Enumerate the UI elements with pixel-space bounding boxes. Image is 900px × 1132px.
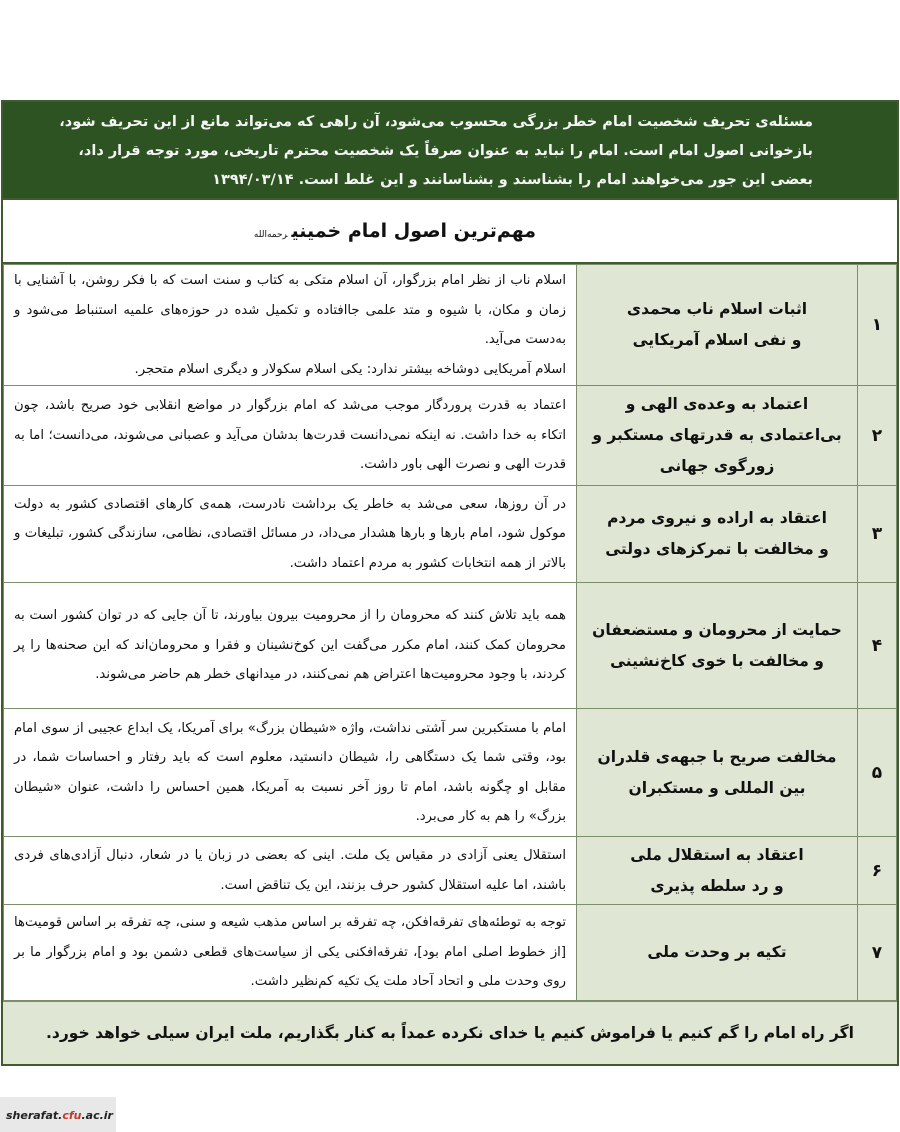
- principle-title-line: اثبات اسلام ناب محمدی: [626, 300, 808, 318]
- principle-title-line: تکیه بر وحدت ملی: [647, 943, 787, 961]
- principle-description: [4, 837, 577, 905]
- principle-number: ۱: [858, 265, 897, 386]
- watermark-accent: cfu: [62, 1109, 82, 1122]
- principle-row-3: [4, 486, 897, 583]
- principle-number: ۷: [858, 905, 897, 1001]
- closing-quote: اگر راه امام را گم کنیم یا فراموش کنیم یا خدای نکرده عمداً به کنار بگذاریم، ملت ایران سیلی خواهد خورد.: [3, 1001, 897, 1064]
- principle-title: [577, 709, 858, 837]
- principle-row-1: [4, 265, 897, 386]
- principle-title-line: مخالفت صریح با جبهه‌ی قلدران: [597, 747, 837, 766]
- principle-description-text: همه باید تلاش کنند که محرومان را از محرومیت بیرون بیاورند، تا آن جایی که در توان کشور است به محرومان کمک کنند، امام مکرر می‌گفت این کوخ‌نشینان و فقرا و محرومان‌اند که این صحنه‌ها را پر کردند، با وجود محرومیت‌ها اعتراض هم نمی‌کنند، در میدانهای خطر هم حاضر می‌شوند.: [14, 608, 566, 683]
- principle-description-text: استقلال یعنی آزادی در مقیاس یک ملت. اینی که بعضی در زبان یا در شعار، دنبال آزادی‌های فردی باشند، اما علیه استقلال کشور حرف بزنند، این یک تناقض است.: [14, 848, 566, 893]
- principle-title: [577, 265, 858, 386]
- principle-title-line: زورگوی جهانی: [659, 457, 775, 475]
- quote-line-3: بعضی این جور می‌خواهند امام را بشناسند و بشناسانند و این غلط است. ۱۳۹۴/۰۳/۱۴: [212, 172, 813, 188]
- principle-title: [577, 386, 858, 486]
- principles-document: [1, 100, 899, 1066]
- principle-description-text: اسلام آمریکایی دوشاخه بیشتر ندارد: یکی اسلام سکولار و دیگری اسلام متحجر.: [134, 361, 566, 377]
- heading-suffix: رحمه‌الله: [253, 230, 288, 240]
- principle-description: [4, 583, 577, 709]
- principle-description: [4, 265, 577, 386]
- principle-title-line: اعتقاد به اراده و نیروی مردم: [607, 509, 827, 527]
- quote-banner: [3, 102, 897, 198]
- principle-title-line: و مخالفت با خوی کاخ‌نشینی: [610, 651, 824, 670]
- document-heading: [3, 200, 897, 262]
- principle-row-5: [4, 709, 897, 837]
- principle-row-6: [4, 837, 897, 905]
- principle-title-line: بین المللی و مستکبران: [628, 778, 806, 797]
- heading-title: مهم‌ترین اصول امام خمینی: [291, 220, 537, 242]
- principle-number: ۶: [858, 837, 897, 905]
- quote-line-2: بازخوانی اصول امام است. امام را نباید به عنوان صرفاً یک شخصیت محترم تاریخی، مورد توجه قرار داد،: [78, 143, 813, 159]
- principle-description: [4, 709, 577, 837]
- principle-description-text: امام با مستکبرین سر آشتی نداشت، واژه «شیطان بزرگ» برای آمریکا، یک ابداع عجیبی از سوی امام بود، وقتی شما یک دستگاهی را، شیطان دانستید، معلوم است که باید رفتار و احساسات شما، در مقابل او چگونه باشد، امام تا روز آخر نسبت به آمریکا، همین احساس را داشت، عنوان «شیطان بزرگ» را هم به کار می‌برد.: [14, 720, 566, 824]
- principles-table: [3, 264, 897, 1001]
- principle-title-line: بی‌اعتمادی به قدرتهای مستکبر و: [592, 426, 842, 444]
- principle-title: [577, 905, 858, 1001]
- principle-row-4: [4, 583, 897, 709]
- principle-description: [4, 905, 577, 1001]
- principle-title-line: و نفی اسلام آمریکایی: [632, 331, 802, 349]
- principle-title-line: اعتقاد به استقلال ملی: [630, 845, 804, 864]
- watermark-prefix: sherafat.: [6, 1109, 63, 1122]
- principle-description-text: در آن روزها، سعی می‌شد به خاطر یک برداشت نادرست، همه‌ی کارهای اقتصادی کشور به دولت موکول شود، امام بارها و بارها هشدار می‌داد، در مسائل اقتصادی، نظامی، سازندگی کشور، تبلیغات و بالاتر از همه انتخابات کشور به مردم اعتماد داشت.: [14, 496, 566, 571]
- principle-title: [577, 583, 858, 709]
- principle-description: [4, 486, 577, 583]
- principle-number: ۵: [858, 709, 897, 837]
- quote-line-1: مسئله‌ی تحریف شخصیت امام خطر بزرگی محسوب می‌شود، آن راهی که می‌تواند مانع از این تحریف شود،: [59, 114, 813, 130]
- principle-title-line: و مخالفت با تمرکزهای دولتی: [605, 540, 829, 558]
- site-watermark: [0, 1097, 116, 1132]
- principle-row-7: [4, 905, 897, 1001]
- principle-number: ۴: [858, 583, 897, 709]
- principle-description-text: اعتماد به قدرت پروردگار موجب می‌شد که امام بزرگوار در مواضع انقلابی خود صریح باشد، چون اتکاء به خدا داشت. نه اینکه نمی‌دانست قدرت‌ها بدشان می‌آید و عصبانی می‌شوند، می‌دانست؛ اما به قدرت الهی و نصرت الهی باور داشت.: [14, 398, 566, 473]
- principle-number: ۳: [858, 486, 897, 583]
- principle-description: [4, 386, 577, 486]
- principle-title-line: حمایت از محرومان و مستضعفان: [592, 620, 842, 639]
- principle-title: [577, 837, 858, 905]
- principle-title-line: و رد سلطه پذیری: [650, 876, 784, 895]
- principle-number: ۲: [858, 386, 897, 486]
- principle-title: [577, 486, 858, 583]
- principle-description-text: توجه به توطئه‌های تفرقه‌افکن، چه تفرقه بر اساس مذهب شیعه و سنی، چه تفرقه بر اساس قومیت‌ها [از خطوط اصلی امام بود]، تفرقه‌افکنی یکی از سیاست‌های قطعی دشمن بود و امام بزرگوار ما بر روی وحدت ملی و اتحاد آحاد ملت یک تکیه کم‌نظیر داشت.: [14, 915, 566, 990]
- principle-row-2: [4, 386, 897, 486]
- principle-description-text: اسلام ناب از نظر امام بزرگوار، آن اسلام متکی به کتاب و سنت است که با فکر روشن، با آشنایی با زمان و مکان، با شیوه و متد علمی جاافتاده و تکمیل شده در حوزه‌های علمیه استنباط می‌شود و به‌دست می‌آید.: [14, 273, 566, 347]
- principle-title-line: اعتماد به وعده‌ی الهی و: [625, 395, 809, 413]
- watermark-suffix: .ac.ir: [81, 1109, 113, 1122]
